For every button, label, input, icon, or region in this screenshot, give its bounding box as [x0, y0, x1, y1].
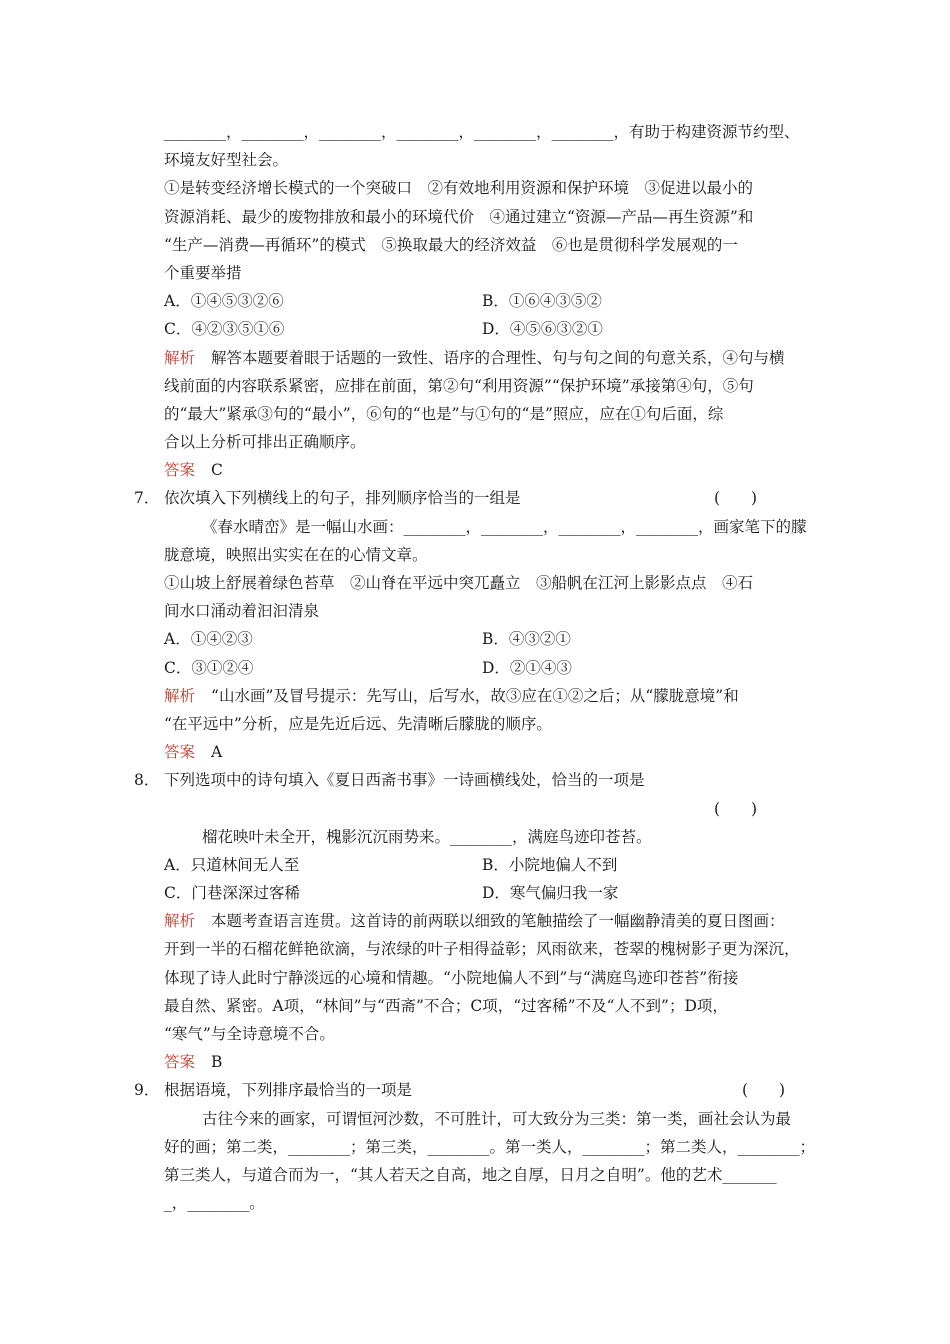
sentence-line: 间水口涌动着汩汩清泉 — [164, 602, 320, 621]
question-stem — [134, 484, 814, 512]
answer-label: 答案 — [164, 743, 196, 762]
analysis-text: “山水画”及冒号提示：先写山，后写水，故③应在①②之后；从“朦胧意境”和 — [211, 686, 739, 705]
sentence-line: 个重要举措 — [164, 263, 242, 282]
analysis-line: 线前面的内容联系紧密，应排在前面，第②句“利用资源”“保护环境”承接第④句，⑤句 — [164, 376, 754, 395]
passage-line: 第三类人，与道合而为一，“其人若天之自高，地之自厚，日月之自明”。他的艺术_______ — [164, 1165, 777, 1184]
answer-value: C — [211, 461, 223, 480]
option-c: C．③①②④ — [164, 658, 254, 677]
option-b: B．④③②① — [482, 630, 571, 649]
analysis-line — [164, 344, 814, 372]
sentence-line: 资源消耗、最少的废物排放和最小的环境代价 ④通过建立“资源—产品—再生资源”和 — [164, 207, 754, 226]
passage-line: 好的画；第二类，________；第三类，________。第一类人，________；第二类人，________； — [164, 1137, 816, 1156]
passage-line: _，________。 — [164, 1194, 265, 1213]
answer-parentheses: ( ) — [714, 799, 758, 818]
analysis-line: “在平远中”分析，应是先近后远、先清晰后朦胧的顺序。 — [164, 714, 552, 733]
document-page — [134, 118, 816, 1217]
answer-parentheses: ( ) — [742, 1081, 786, 1100]
options-row — [164, 315, 814, 343]
parentheses-line — [164, 795, 814, 823]
option-c: C．门巷深深过客稀 — [164, 884, 300, 903]
analysis-line: 最自然、紧密。A项，“林间”与“西斋”不合；C项，“过客稀”不及“人不到”；D项， — [164, 996, 728, 1015]
option-b: B．①⑥④③⑤② — [482, 292, 602, 311]
option-a: A．只道林间无人至 — [164, 855, 300, 874]
option-a: A．①④⑤③②⑥ — [164, 292, 284, 311]
option-b: B．小院地偏人不到 — [482, 855, 618, 874]
options-row — [164, 625, 814, 653]
option-d: D．②①④③ — [482, 658, 572, 677]
text-line: 环境友好型社会。 — [164, 151, 289, 170]
poem-line: 榴花映叶未全开，槐影沉沉雨势来。________，满庭鸟迹印苍苔。 — [202, 827, 652, 846]
question-number: 8． — [134, 771, 160, 790]
fill-blank-line: ________，________，________，________，________，________，有助于构建资源节约型、 — [164, 123, 800, 141]
analysis-line — [164, 682, 814, 710]
answer-line — [164, 738, 814, 766]
answer-label: 答案 — [164, 1053, 196, 1072]
question-8 — [134, 766, 814, 1076]
option-d: D．寒气偏归我一家 — [482, 884, 619, 903]
stem-text: 下列选项中的诗句填入《夏日西斋书事》一诗画横线处，恰当的一项是 — [164, 771, 645, 790]
stem-text: 根据语境，下列排序最恰当的一项是 — [164, 1081, 413, 1100]
question-stem — [134, 1076, 814, 1104]
analysis-line: 的“最大”紧承③句的“最小”，⑥句的“也是”与①句的“是”照应，应在①句后面，综 — [164, 404, 724, 423]
passage-line: 古往今来的画家，可谓恒河沙数，不可胜计，可大致分为三类：第一类，画社会认为最 — [202, 1109, 792, 1128]
analysis-label: 解析 — [164, 912, 196, 931]
analysis-text: 本题考查语言连贯。这首诗的前两联以细致的笔触描绘了一幅幽静清美的夏日图画： — [211, 912, 785, 931]
stem-text: 依次填入下列横线上的句子，排列顺序恰当的一组是 — [164, 489, 521, 508]
options-row — [164, 879, 814, 907]
option-c: C．④②③⑤①⑥ — [164, 320, 285, 339]
question-6-continuation — [164, 118, 814, 484]
question-number: 9． — [134, 1081, 160, 1100]
sentence-line: “生产—消费—再循环”的模式 ⑤换取最大的经济效益 ⑥也是贯彻科学发展观的一 — [164, 235, 738, 254]
analysis-line — [164, 907, 814, 935]
options-row — [164, 287, 814, 315]
answer-label: 答案 — [164, 461, 196, 480]
answer-parentheses: ( ) — [714, 489, 758, 508]
question-9 — [134, 1076, 816, 1217]
option-d: D．④⑤⑥③②① — [482, 320, 603, 339]
analysis-label: 解析 — [164, 348, 196, 367]
options-row — [164, 654, 814, 682]
passage-line: 《春水晴峦》是一幅山水画：________，________，________，________，画家笔下的朦 — [202, 517, 807, 536]
question-number: 7． — [134, 489, 160, 508]
analysis-text: 解答本题要着眼于话题的一致性、语序的合理性、句与句之间的句意关系，④句与横 — [211, 348, 785, 367]
question-7 — [134, 484, 814, 766]
analysis-line: 体现了诗人此时宁静淡远的心境和情趣。“小院地偏人不到”与“满庭鸟迹印苍苔”衔接 — [164, 968, 739, 987]
sentence-line: ①山坡上舒展着绿色苔草 ②山脊在平远中突兀矗立 ③船帆在江河上影影点点 ④石 — [164, 574, 754, 592]
analysis-label: 解析 — [164, 686, 196, 705]
analysis-line: 合以上分析可排出正确顺序。 — [164, 433, 366, 452]
options-row — [164, 851, 814, 879]
answer-line — [164, 456, 814, 484]
sentence-line: ①是转变经济增长模式的一个突破口 ②有效地利用资源和保护环境 ③促进以最小的 — [164, 179, 754, 198]
answer-line — [164, 1048, 814, 1076]
answer-value: A — [211, 743, 223, 762]
answer-value: B — [211, 1053, 223, 1072]
analysis-line: “寒气”与全诗意境不合。 — [164, 1025, 335, 1043]
passage-line: 胧意境，映照出实实在在的心情文章。 — [164, 545, 428, 564]
option-a: A．①④②③ — [164, 630, 253, 649]
question-stem — [134, 766, 814, 794]
analysis-line: 开到一半的石榴花鲜艳欲滴，与浓绿的叶子相得益彰；风雨欲来，苍翠的槐树影子更为深沉， — [164, 940, 800, 959]
